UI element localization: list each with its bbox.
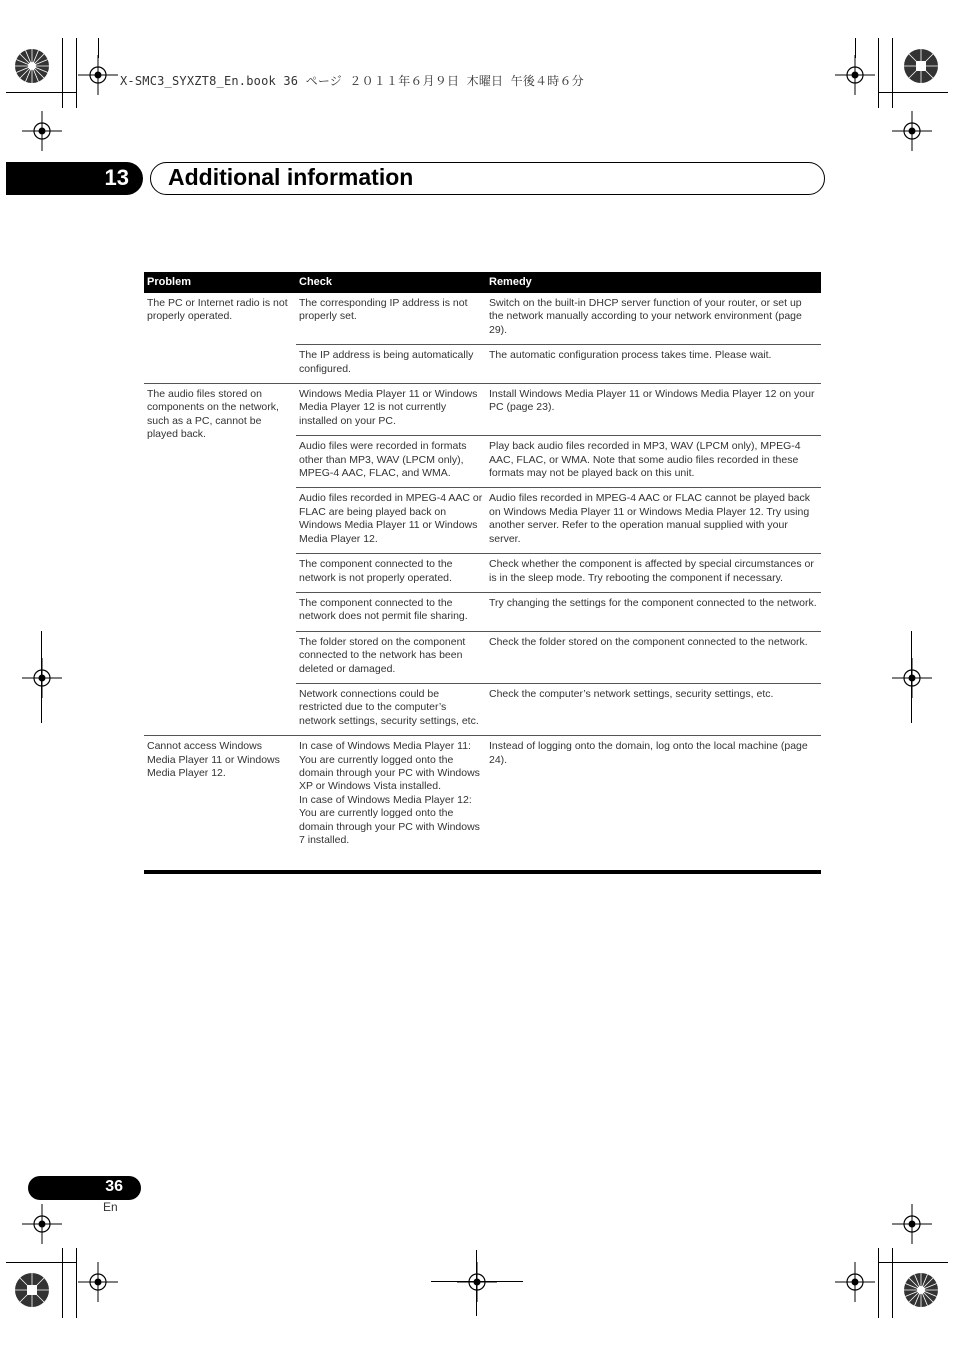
- crop-mark: [911, 631, 912, 723]
- remedy-cell: Check the folder stored on the component connected to the network.: [486, 631, 821, 683]
- crop-mark: [892, 38, 893, 108]
- check-cell: Audio files were recorded in formats other than MP3, WAV (LPCM only), MPEG-4 AAC, FLAC, and WMA.: [296, 436, 486, 488]
- remedy-cell: Check whether the component is affected by special circumstances or is in the sleep mode. Try rebooting the component if necessary.: [486, 554, 821, 593]
- chapter-title-bar: [150, 162, 825, 195]
- column-header-check: Check: [296, 272, 486, 293]
- crop-mark: [476, 1250, 477, 1316]
- crop-mark: [62, 38, 63, 108]
- registration-crosshair-icon: [892, 111, 932, 151]
- problem-cell: The PC or Internet radio is not properly operated.: [144, 293, 296, 384]
- registration-crosshair-icon: [457, 1262, 497, 1302]
- registration-crosshair-icon: [78, 55, 118, 95]
- crop-mark: [878, 1262, 948, 1263]
- page-number-badge: [28, 1176, 141, 1200]
- check-text: In case of Windows Media Player 11: You are currently logged onto the domain through your PC with Windows XP or Windows Vista installed.: [299, 740, 480, 793]
- remedy-cell: Try changing the settings for the component connected to the network.: [486, 592, 821, 631]
- check-cell: The component connected to the network is not properly operated.: [296, 554, 486, 593]
- page-language: En: [103, 1200, 118, 1214]
- remedy-cell: Install Windows Media Player 11 or Windows Media Player 12 on your PC (page 23).: [486, 384, 821, 436]
- check-cell: The component connected to the network does not permit file sharing.: [296, 592, 486, 631]
- registration-crosshair-icon: [835, 55, 875, 95]
- crop-mark: [98, 38, 99, 58]
- remedy-cell: Switch on the built-in DHCP server function of your router, or set up the network manually according to your network environment (page 29).: [486, 293, 821, 345]
- registration-crosshair-icon: [22, 111, 62, 151]
- check-cell: The IP address is being automatically configured.: [296, 345, 486, 384]
- check-cell: The folder stored on the component connected to the network has been deleted or damaged.: [296, 631, 486, 683]
- troubleshooting-table: [144, 272, 821, 854]
- problem-cell: Cannot access Windows Media Player 11 or Windows Media Player 12.: [147, 740, 280, 779]
- crop-mark: [892, 1248, 893, 1318]
- crop-mark: [878, 92, 948, 93]
- registration-crosshair-icon: [892, 658, 932, 698]
- check-text: In case of Windows Media Player 12: You are currently logged onto the domain through your PC with Windows 7 installed.: [299, 793, 480, 846]
- registration-rosette-icon: [903, 1272, 939, 1308]
- registration-rosette-icon: [14, 48, 50, 84]
- crop-mark: [6, 92, 76, 93]
- column-header-remedy: Remedy: [486, 272, 821, 293]
- table-row: [144, 736, 821, 855]
- registration-crosshair-icon: [835, 1262, 875, 1302]
- table-row: [144, 293, 821, 345]
- check-cell: The corresponding IP address is not properly set.: [296, 293, 486, 345]
- table-row: [144, 384, 821, 436]
- registration-crosshair-icon: [78, 1262, 118, 1302]
- remedy-cell: The automatic configuration process takes time. Please wait.: [486, 345, 821, 384]
- chapter-number: 13: [104, 165, 129, 190]
- remedy-cell: Instead of logging onto the domain, log onto the local machine (page 24).: [489, 740, 808, 766]
- check-cell: Audio files recorded in MPEG-4 AAC or FLAC are being played back on Windows Media Player 11 or Windows Media Player 12.: [296, 488, 486, 554]
- crop-mark: [76, 38, 77, 108]
- crop-mark: [878, 1248, 879, 1318]
- crop-mark: [76, 1248, 77, 1318]
- crop-mark: [62, 1248, 63, 1318]
- registration-crosshair-icon: [22, 658, 62, 698]
- check-cell: Windows Media Player 11 or Windows Media Player 12 is not currently installed on your PC.: [296, 384, 486, 436]
- print-header: X-SMC3_SYXZT8_En.book 36 ページ ２０１１年６月９日 木曜日 午後４時６分: [120, 74, 584, 88]
- table-header-row: [144, 272, 821, 293]
- crop-mark: [6, 1262, 76, 1263]
- table-bottom-rule: [144, 870, 821, 874]
- remedy-cell: Play back audio files recorded in MP3, WAV (LPCM only), MPEG-4 AAC, FLAC, or WMA. Note that some audio files recorded in these formats may not be played back on this unit.: [486, 436, 821, 488]
- problem-cell: The audio files stored on components on the network, such as a PC, cannot be played back.: [144, 384, 296, 736]
- page-number: 36: [105, 1178, 123, 1195]
- crop-mark: [41, 631, 42, 723]
- remedy-cell: Audio files recorded in MPEG-4 AAC or FLAC cannot be played back on Windows Media Player 11 or Windows Media Player 12. Try using another server. Refer to the operation manual supplied with your server.: [486, 488, 821, 554]
- crop-mark: [878, 38, 879, 108]
- page-title: Additional information: [168, 164, 414, 190]
- registration-rosette-icon: [903, 48, 939, 84]
- registration-rosette-icon: [14, 1272, 50, 1308]
- check-cell: [296, 736, 486, 855]
- crop-mark: [431, 1281, 523, 1282]
- check-cell: Network connections could be restricted due to the computer’s network settings, security settings, etc.: [296, 683, 486, 735]
- chapter-badge: [6, 162, 143, 195]
- remedy-cell: Check the computer’s network settings, security settings, etc.: [486, 683, 821, 735]
- registration-crosshair-icon: [892, 1204, 932, 1244]
- crop-mark: [855, 38, 856, 58]
- column-header-problem: Problem: [144, 272, 296, 293]
- registration-crosshair-icon: [22, 1204, 62, 1244]
